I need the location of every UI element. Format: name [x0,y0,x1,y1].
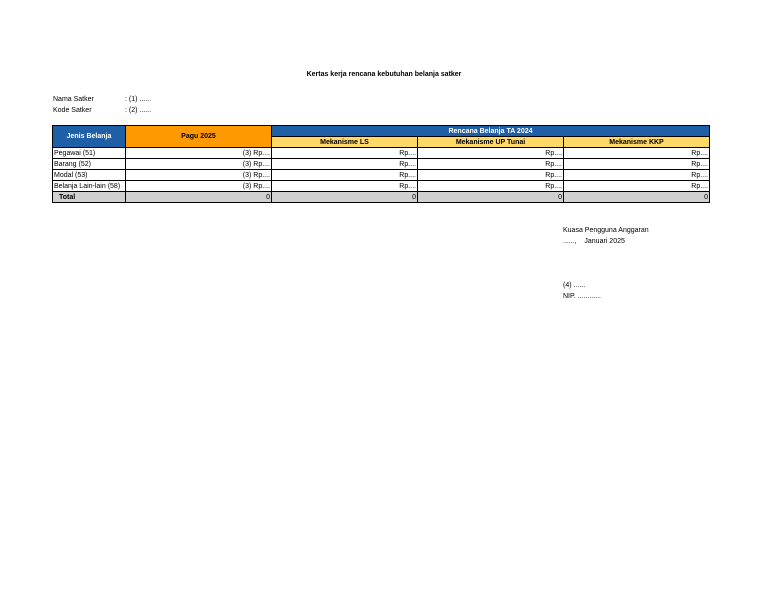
cell-kkp: Rp.... [564,170,710,181]
signature-date: ......, Januari 2025 [563,238,625,245]
table-row [53,181,710,192]
cell-pagu: (3) Rp.... [126,181,272,192]
table-row [53,159,710,170]
total-up: 0 [418,192,564,203]
satker-info [53,94,151,116]
cell-up: Rp.... [418,170,564,181]
cell-kkp: Rp.... [564,181,710,192]
total-pagu: 0 [126,192,272,203]
kode-satker-label: Kode Satker [53,107,92,114]
page-title: Kertas kerja rencana kebutuhan belanja satker [306,71,462,78]
total-row [53,192,710,203]
header-pagu: Pagu 2025 [126,126,272,148]
kode-satker-row [53,105,151,116]
cell-pagu: (3) Rp.... [126,148,272,159]
cell-ls: Rp.... [272,148,418,159]
signature-block [563,225,649,302]
table-row [53,170,710,181]
kode-satker-value: : (2) ...... [125,107,152,114]
signature-nip: NIP. ............ [563,293,601,300]
header-mekanisme-up: Mekanisme UP Tunai [418,137,564,148]
header-jenis-belanja: Jenis Belanja [53,126,126,148]
total-label: Total [53,192,126,203]
signature-name: (4) ...... [563,282,586,289]
cell-up: Rp.... [418,148,564,159]
header-mekanisme-kkp: Mekanisme KKP [564,137,710,148]
cell-ls: Rp.... [272,170,418,181]
nama-satker-value: : (1) ...... [125,96,152,103]
cell-pagu: (3) Rp.... [126,170,272,181]
cell-jenis: Modal (53) [53,170,126,181]
header-rencana-belanja: Rencana Belanja TA 2024 [272,126,710,137]
signature-role: Kuasa Pengguna Anggaran [563,227,649,234]
nama-satker-row [53,94,151,105]
total-ls: 0 [272,192,418,203]
cell-up: Rp.... [418,181,564,192]
table-row [53,148,710,159]
cell-up: Rp.... [418,159,564,170]
cell-ls: Rp.... [272,181,418,192]
cell-kkp: Rp.... [564,148,710,159]
header-mekanisme-ls: Mekanisme LS [272,137,418,148]
budget-table [52,125,710,203]
cell-ls: Rp.... [272,159,418,170]
cell-pagu: (3) Rp.... [126,159,272,170]
cell-jenis: Belanja Lain-lain (58) [53,181,126,192]
cell-jenis: Barang (52) [53,159,126,170]
nama-satker-label: Nama Satker [53,96,94,103]
total-kkp: 0 [564,192,710,203]
signature-space [563,247,649,280]
cell-kkp: Rp.... [564,159,710,170]
cell-jenis: Pegawai (51) [53,148,126,159]
